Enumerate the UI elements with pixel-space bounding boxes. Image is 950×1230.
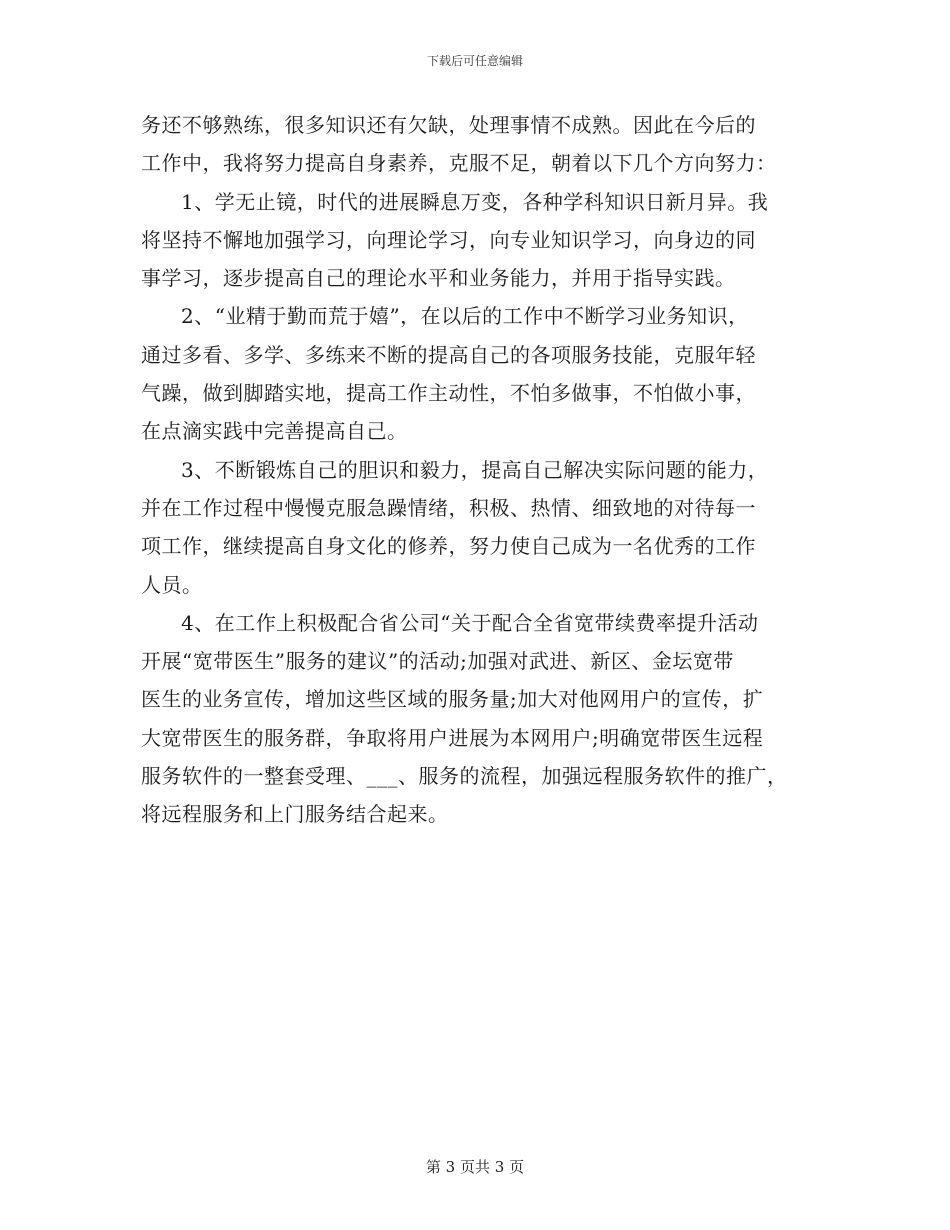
body-line: 服务软件的一整套受理、___、服务的流程，加强远程服务软件的推广，: [141, 764, 788, 789]
body-line: 项工作，继续提高自身文化的修养，努力使自己成为一名优秀的工作: [141, 534, 756, 559]
body-line: 务还不够熟练，很多知识还有欠缺，处理事情不成熟。因此在今后的: [141, 113, 756, 137]
paragraph-start-line: 1、学无止镜，时代的进展瞬息万变，各种学科知识日新月异。我: [181, 189, 769, 214]
body-line: 工作中，我将努力提高自身素养，克服不足，朝着以下几个方向努力：: [141, 151, 777, 176]
body-line: 医生的业务宣传，增加这些区域的服务量;加大对他网用户的宣传，扩: [141, 687, 764, 712]
body-line: 将远程服务和上门服务结合起来。: [141, 802, 449, 827]
page-footer: 第 3 页共 3 页: [425, 1158, 525, 1176]
paragraph-start-line: 3、不断锻炼自己的胆识和毅力，提高自己解决实际问题的能力，: [181, 457, 769, 482]
body-line: 大宽带医生的服务群，争取将用户进展为本网用户;明确宽带医生远程: [141, 725, 764, 750]
document-body: [141, 106, 821, 834]
body-line: 并在工作过程中慢慢克服急躁情绪，积极、热情、细致地的对待每一: [141, 495, 756, 520]
body-line: 气躁，做到脚踏实地，提高工作主动性，不怕多做事，不怕做小事，: [141, 381, 756, 406]
body-line: 通过多看、多学、多练来不断的提高自己的各项服务技能，克服年轻: [141, 342, 756, 367]
paragraph-start-line: 2、“业精于勤而荒于嬉”，在以后的工作中不断学习业务知识，: [181, 304, 749, 329]
body-line: 在点滴实践中完善提高自己。: [141, 419, 408, 444]
paragraph-start-line: 4、在工作上积极配合省公司“关于配合全省宽带续费率提升活动: [181, 610, 759, 635]
body-line: 将坚持不懈地加强学习，向理论学习，向专业知识学习，向身边的同: [141, 227, 756, 252]
body-line: 开展“宽带医生”服务的建议”的活动;加强对武进、新区、金坛宽带: [141, 649, 734, 674]
page-header: 下载后可任意编辑: [426, 54, 523, 68]
body-line: 人员。: [141, 572, 203, 597]
body-line: 事学习，逐步提高自己的理论水平和业务能力，并用于指导实践。: [141, 266, 736, 291]
